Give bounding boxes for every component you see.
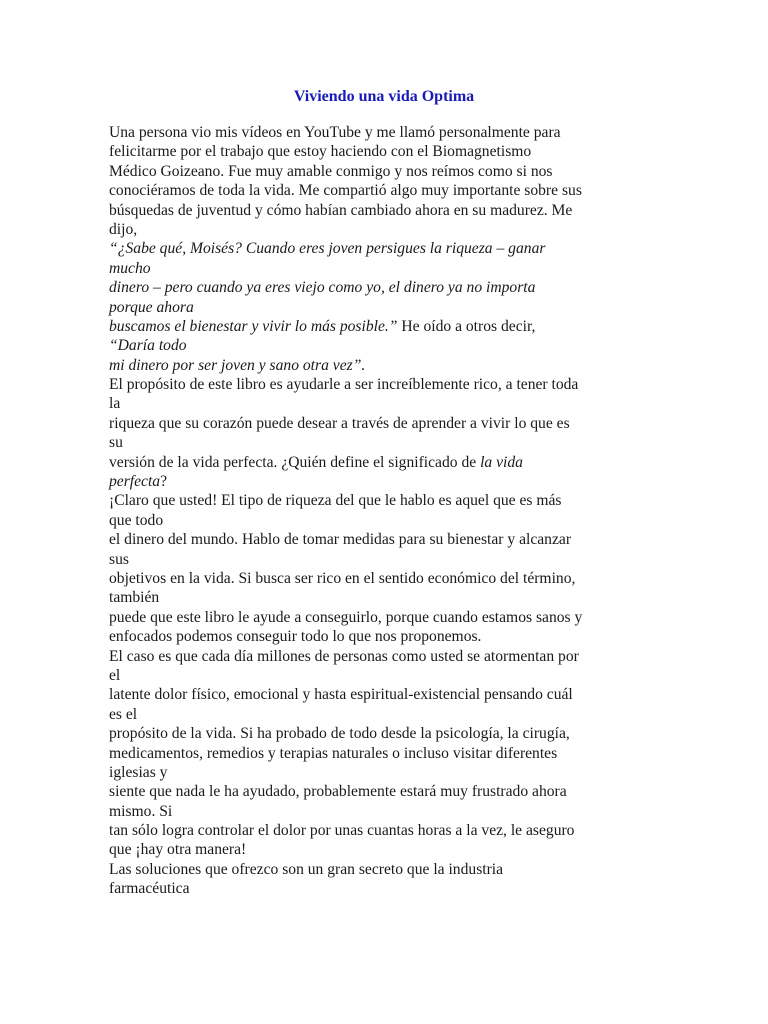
text-run: el dinero del mundo. Hablo de tomar medidas para su bienestar y alcanzar	[109, 531, 572, 549]
text-run: es el	[109, 705, 138, 723]
text-line	[109, 414, 669, 433]
text-line	[109, 627, 669, 646]
text-line	[109, 608, 669, 627]
text-run: latente dolor físico, emocional y hasta espiritual-existencial pensando cuál	[109, 686, 573, 704]
text-line	[109, 336, 669, 355]
text-line	[109, 782, 669, 801]
text-line	[109, 298, 669, 317]
text-line	[109, 860, 669, 879]
text-line	[109, 491, 669, 510]
text-run: su	[109, 434, 123, 452]
text-line	[109, 142, 669, 161]
text-line	[109, 220, 669, 239]
text-run: mismo. Si	[109, 802, 173, 820]
text-line	[109, 588, 669, 607]
text-line	[109, 201, 669, 220]
italic-text-run: mi dinero por ser joven y sano otra vez”.	[109, 356, 366, 374]
text-run: la	[109, 395, 121, 413]
text-line	[109, 744, 669, 763]
text-run: propósito de la vida. Si ha probado de todo desde la psicología, la cirugía,	[109, 725, 570, 743]
text-line	[109, 317, 669, 336]
text-line	[109, 666, 669, 685]
italic-text-run: “Daría todo	[109, 337, 187, 355]
text-run: que ¡hay otra manera!	[109, 841, 247, 859]
text-run: medicamentos, remedios y terapias naturales o incluso visitar diferentes	[109, 744, 558, 762]
text-line	[109, 239, 669, 258]
text-run: objetivos en la vida. Si busca ser rico en el sentido económico del término,	[109, 569, 576, 587]
text-line	[109, 394, 669, 413]
text-run: ¡Claro que usted! El tipo de riqueza del que le hablo es aquel que es más	[109, 492, 562, 510]
text-line	[109, 802, 669, 821]
text-run: El propósito de este libro es ayudarle a ser increíblemente rico, a tener toda	[109, 376, 579, 394]
text-line	[109, 278, 669, 297]
text-run: ?	[160, 473, 168, 491]
text-line	[109, 356, 669, 375]
text-line	[109, 821, 669, 840]
text-run: Una persona vio mis vídeos en YouTube y me llamó personalmente para	[109, 124, 561, 141]
text-run: riqueza que su corazón puede desear a través de aprender a vivir lo que es	[109, 414, 570, 432]
text-line	[109, 685, 669, 704]
text-line	[109, 724, 669, 743]
text-line	[109, 705, 669, 724]
text-line	[109, 162, 669, 181]
text-run: también	[109, 589, 160, 607]
text-run: sus	[109, 550, 129, 568]
text-line	[109, 569, 669, 588]
text-run: conociéramos de toda la vida. Me compartió algo muy importante sobre sus	[109, 182, 582, 200]
text-run: enfocados podemos conseguir todo lo que nos proponemos.	[109, 628, 482, 646]
text-line	[109, 472, 669, 491]
italic-text-run: porque ahora	[109, 298, 194, 316]
document-body	[109, 123, 669, 899]
document-title: Viviendo una vida Optima	[293, 88, 475, 105]
text-run: farmacéutica	[109, 880, 190, 898]
text-line	[109, 181, 669, 200]
text-run: que todo	[109, 511, 164, 529]
italic-text-run: perfecta	[109, 473, 161, 491]
text-run: búsquedas de juventud y cómo habían cambiado ahora en su madurez. Me	[109, 201, 573, 219]
text-line	[109, 511, 669, 530]
text-run: felicitarme por el trabajo que estoy haciendo con el Biomagnetismo	[109, 143, 532, 161]
italic-text-run: “¿Sabe qué, Moisés? Cuando eres joven persigues la riqueza – ganar	[109, 240, 546, 258]
text-run: iglesias y	[109, 763, 168, 781]
text-run: tan sólo logra controlar el dolor por unas cuantas horas a la vez, le aseguro	[109, 822, 575, 840]
text-run: puede que este libro le ayude a conseguirlo, porque cuando estamos sanos y	[109, 608, 583, 626]
text-run: Médico Goizeano. Fue muy amable conmigo y nos reímos como si nos	[109, 162, 553, 180]
text-run: el	[109, 666, 121, 684]
italic-text-run: la vida	[480, 453, 523, 471]
text-run: dijo,	[109, 220, 138, 238]
text-line	[109, 879, 669, 898]
text-line	[109, 453, 669, 472]
text-line	[109, 840, 669, 859]
text-line	[109, 433, 669, 452]
text-line	[109, 259, 669, 278]
italic-text-run: buscamos el bienestar y vivir lo más posible.”	[109, 317, 398, 335]
italic-text-run: dinero – pero cuando ya eres viejo como yo, el dinero ya no importa	[109, 279, 536, 297]
text-run: El caso es que cada día millones de personas como usted se atormentan por	[109, 647, 579, 665]
text-run: siente que nada le ha ayudado, probablemente estará muy frustrado ahora	[109, 783, 567, 801]
text-line	[109, 123, 669, 142]
italic-text-run: mucho	[109, 259, 151, 277]
text-run: Las soluciones que ofrezco son un gran secreto que la industria	[109, 860, 504, 878]
text-line	[109, 647, 669, 666]
text-run: versión de la vida perfecta. ¿Quién define el significado de	[109, 453, 481, 471]
text-line	[109, 375, 669, 394]
text-line	[109, 763, 669, 782]
text-line	[109, 530, 669, 549]
text-line	[109, 550, 669, 569]
text-run: He oído a otros decir,	[397, 317, 536, 335]
